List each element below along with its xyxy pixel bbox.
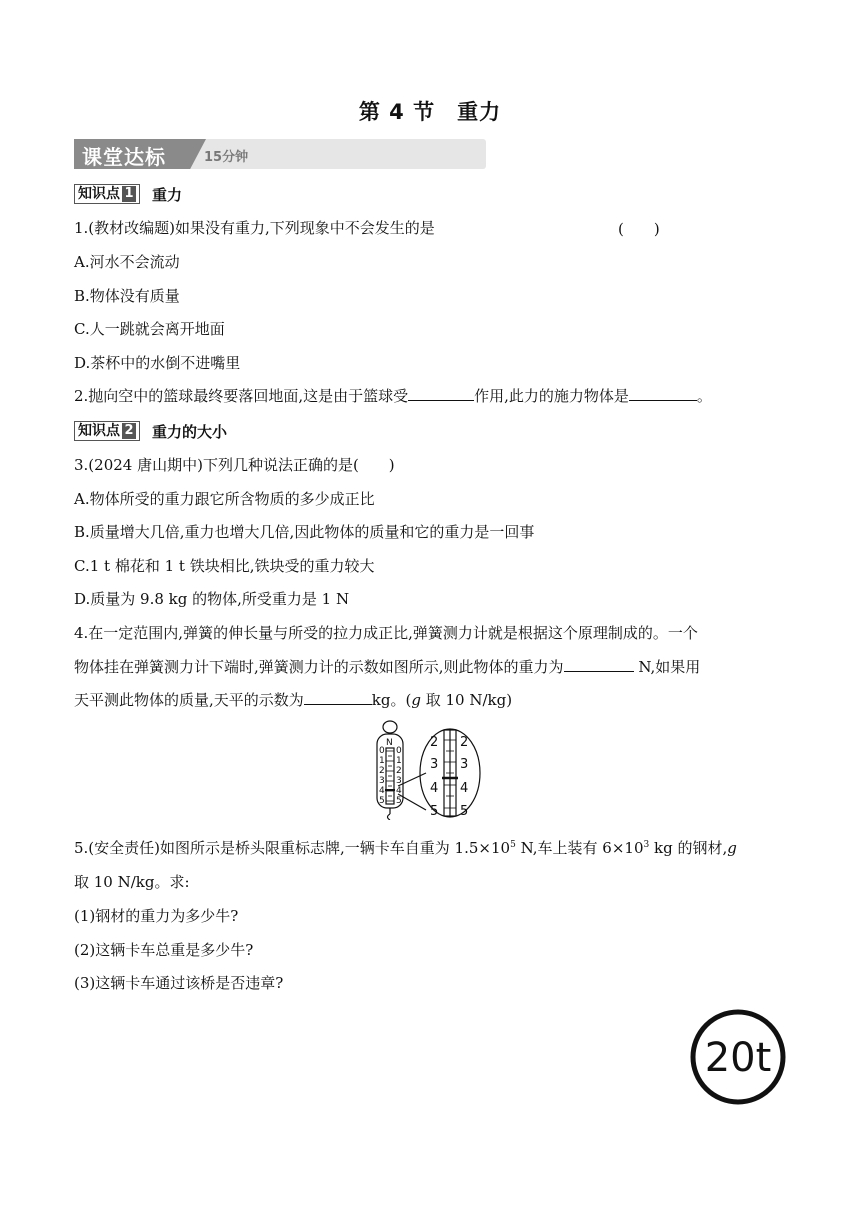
question-4-line-3: 天平测此物体的质量,天平的示数为 kg。(g 取 10 N/kg) [74,691,513,709]
scale-tick-label: 5 [379,796,385,806]
kp-name: 重力的大小 [152,422,228,441]
scale-tick-label: 5 [396,796,402,806]
zoom-label: 5 [460,804,469,819]
sign-text: 20t [704,1035,772,1081]
zoom-label: 3 [460,757,469,772]
option-c: C.1 t 棉花和 1 t 铁块相比,铁块受的重力较大 [74,557,375,575]
question-4-line-2: 物体挂在弹簧测力计下端时,弹簧测力计的示数如图所示,则此物体的重力为 N,如果用 [74,658,701,676]
kp-number: 1 [122,186,136,202]
banner-label: 课堂达标 [82,145,166,169]
question-5-line-2: 取 10 N/kg。求: [74,873,190,891]
weight-limit-sign [688,1007,788,1107]
zoom-label: 3 [430,757,439,772]
scale-tick-label: 0 [396,746,402,756]
knowledge-point-2 [74,420,227,442]
sub-question-1: (1)钢材的重力为多少牛? [74,907,239,925]
option-b: B.质量增大几倍,重力也增大几倍,因此物体的质量和它的重力是一回事 [74,523,535,541]
zoom-label: 4 [430,781,439,796]
question-4-line-1: 4.在一定范围内,弹簧的伸长量与所受的拉力成正比,弹簧测力计就是根据这个原理制成的。一个 [74,624,698,642]
answer-blank[interactable] [564,657,634,672]
zoom-label: 2 [460,735,469,750]
option-a: A.物体所受的重力跟它所含物质的多少成正比 [74,490,375,508]
scale-tick-label: 4 [396,786,402,796]
question-1-stem: 1.(教材改编题)如果没有重力,下列现象中不会发生的是 [74,219,435,237]
scale-tick-label: 3 [379,776,385,786]
section-banner [74,139,486,169]
answer-paren: ( ) [618,220,660,238]
kp-tag: 知识点 1 [74,184,140,204]
scale-tick-label: 2 [379,766,385,776]
spring-scale-figure [364,718,488,820]
question-2: 2.抛向空中的篮球最终要落回地面,这是由于篮球受 作用,此力的施力物体是 。 [74,387,712,405]
sub-question-3: (3)这辆卡车通过该桥是否违章? [74,974,284,992]
scale-tick-label: 4 [379,786,385,796]
scale-tick-label: 3 [396,776,402,786]
scale-unit: N [386,738,393,748]
kp-number: 2 [122,423,136,439]
zoom-label: 4 [460,781,469,796]
page-title: 第 4 节 重力 [358,100,502,124]
answer-blank[interactable] [408,386,474,401]
knowledge-point-1 [74,183,182,205]
zoom-label: 5 [430,804,439,819]
question-5-line-1: 5.(安全责任)如图所示是桥头限重标志牌,一辆卡车自重为 $1.5\times 10^5$ N,车上装有 $6\times 10^3$ kg 的钢材,g [74,839,737,857]
option-b: B.物体没有质量 [74,287,180,305]
option-c: C.人一跳就会离开地面 [74,320,225,338]
answer-blank[interactable] [629,386,697,401]
option-a: A.河水不会流动 [74,253,180,271]
scale-tick-label: 1 [396,756,402,766]
banner-time: 15分钟 [204,150,249,165]
zoom-label: 2 [430,735,439,750]
kp-name: 重力 [152,185,183,204]
sub-question-2: (2)这辆卡车总重是多少牛? [74,941,254,959]
kp-tag: 知识点 2 [74,421,140,441]
scale-tick-label: 2 [396,766,402,776]
option-d: D.茶杯中的水倒不进嘴里 [74,354,241,372]
option-d: D.质量为 9.8 kg 的物体,所受重力是 1 N [74,590,350,608]
answer-blank[interactable] [304,690,372,705]
scale-tick-label: 1 [379,756,385,766]
scale-tick-label: 0 [379,746,385,756]
question-3-stem: 3.(2024 唐山期中)下列几种说法正确的是( ) [74,456,395,474]
